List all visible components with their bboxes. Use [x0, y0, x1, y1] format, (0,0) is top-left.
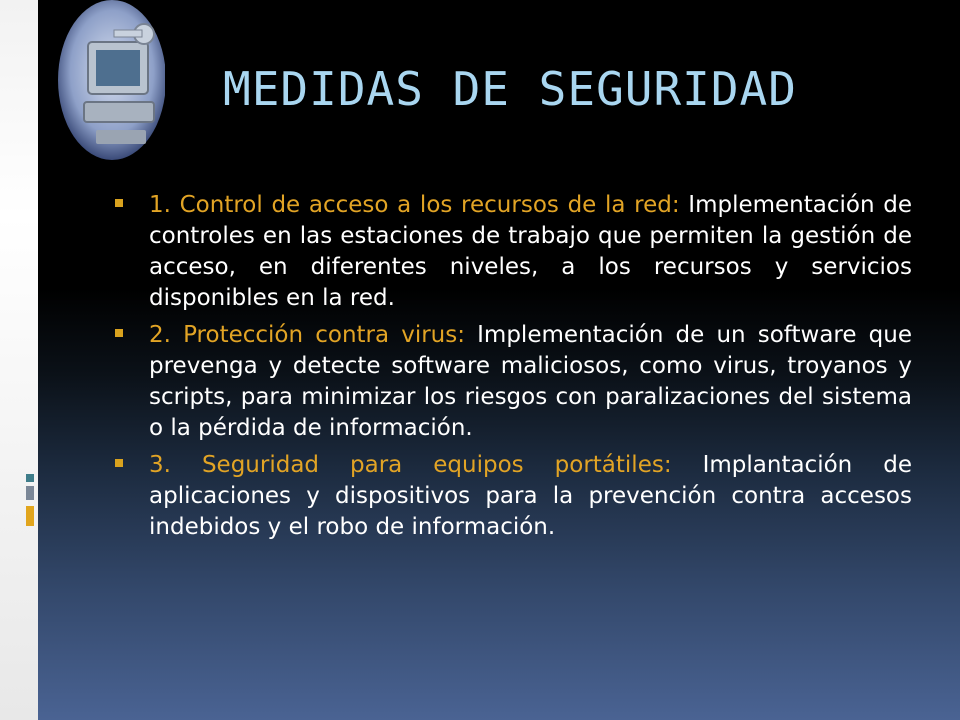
list-item	[112, 450, 912, 543]
list-item-text: Implantación de aplicaciones y dispositivos para la prevención contra accesos indebidos y el robo de información.	[149, 452, 912, 540]
left-decorative-strip	[0, 0, 38, 720]
list-item	[112, 190, 912, 314]
list-item-heading: 1. Control de acceso a los recursos de la red:	[149, 192, 689, 218]
bullet-icon	[115, 199, 123, 207]
strip-mark-gold	[26, 506, 34, 526]
strip-mark-teal	[26, 474, 34, 482]
list-item	[112, 320, 912, 444]
list-item-text: Implementación de un software que prevenga y detecte software maliciosos, como virus, troyanos y scripts, para minimizar los riesgos con paralizaciones del sistema o la pérdida de información.	[149, 322, 912, 441]
list-item-heading: 3. Seguridad para equipos portátiles:	[149, 452, 703, 478]
bullet-list	[112, 190, 912, 549]
slide-title: MEDIDAS DE SEGURIDAD	[223, 62, 797, 116]
list-item-text: Implementación de controles en las estaciones de trabajo que permiten la gestión de acceso, en diferentes niveles, a los recursos y servicios disponibles en la red.	[149, 192, 912, 311]
list-item-heading: 2. Protección contra virus:	[149, 322, 478, 348]
strip-mark-gray	[26, 486, 34, 500]
bullet-icon	[115, 329, 123, 337]
computer-security-icon	[50, 0, 165, 170]
bullet-icon	[115, 459, 123, 467]
